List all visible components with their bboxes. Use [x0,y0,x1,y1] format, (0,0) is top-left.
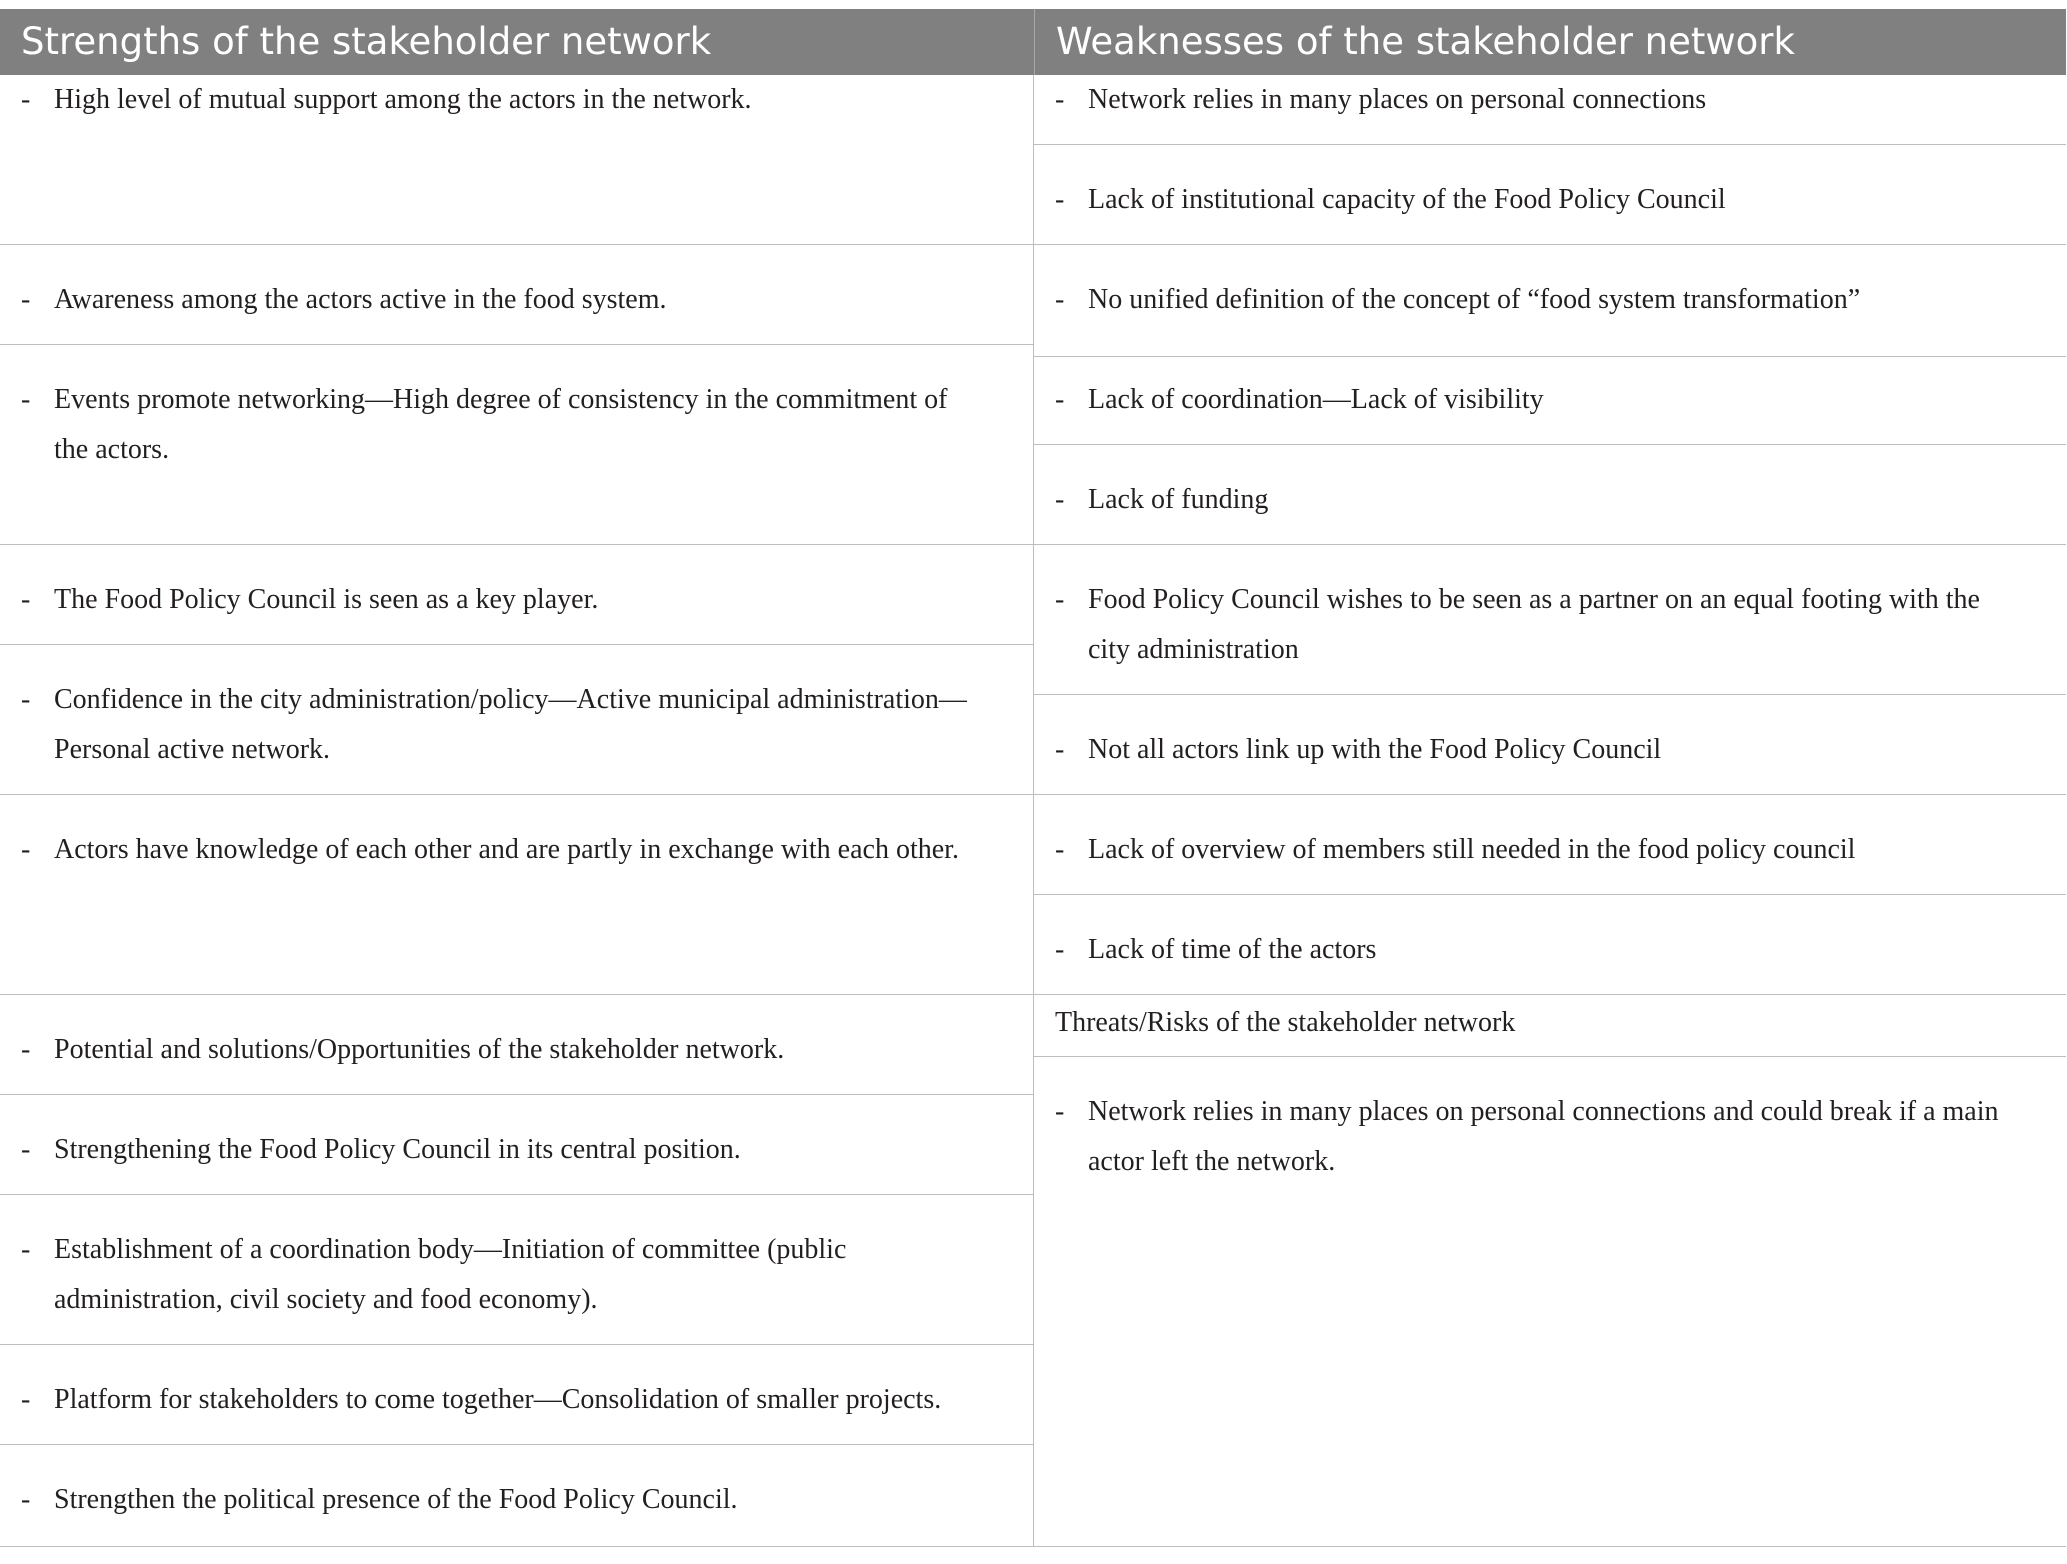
item-text: Network relies in many places on personal connections and could break if a main [1088,1096,1999,1127]
row-divider [0,644,1033,645]
column-divider [1033,75,1034,1546]
row-divider [1034,144,2066,145]
row-divider [1034,244,2066,245]
bullet-dash: - [1055,734,1065,765]
bullet-dash: - [21,1034,31,1065]
row-divider [0,344,1033,345]
row-divider [0,244,1033,245]
bullet-dash: - [1055,1096,1065,1127]
row-divider [1034,544,2066,545]
bullet-dash: - [21,1384,31,1415]
item-text: Confidence in the city administration/policy—Active municipal administration— [54,684,967,715]
row-divider [1034,444,2066,445]
bullet-dash: - [21,84,31,115]
bullet-dash: - [1055,934,1065,965]
item-text: Lack of coordination—Lack of visibility [1088,384,1544,415]
table-header [0,9,2066,75]
item-text: Lack of funding [1088,484,1269,515]
item-text: the actors. [54,434,170,465]
item-text: Not all actors link up with the Food Policy Council [1088,734,1662,765]
row-divider [0,1444,1033,1445]
row-divider [1034,356,2066,357]
bullet-dash: - [1055,84,1065,115]
row-divider [1034,1056,2066,1057]
item-text: Network relies in many places on personal connections [1088,84,1707,115]
weaknesses-header: Weaknesses of the stakeholder network [1034,9,2067,75]
item-text: Actors have knowledge of each other and are partly in exchange with each other. [54,834,959,865]
row-divider [0,994,1033,995]
item-text: Potential and solutions/Opportunities of the stakeholder network. [54,1034,785,1065]
strengths-header: Strengths of the stakeholder network [21,20,712,63]
item-text: Lack of overview of members still needed in the food policy council [1088,834,1856,865]
item-text: No unified definition of the concept of “food system transformation” [1088,284,1861,315]
bullet-dash: - [21,834,31,865]
bullet-dash: - [21,684,31,715]
item-text: administration, civil society and food economy). [54,1284,598,1315]
item-text: Strengthen the political presence of the Food Policy Council. [54,1484,738,1515]
item-text: Personal active network. [54,734,331,765]
row-divider [0,1094,1033,1095]
row-divider [0,544,1033,545]
row-divider [1034,794,2066,795]
bullet-dash: - [21,384,31,415]
bullet-dash: - [21,1234,31,1265]
item-text: Platform for stakeholders to come together—Consolidation of smaller projects. [54,1384,942,1415]
bullet-dash: - [21,1134,31,1165]
row-divider [1034,894,2066,895]
row-divider [1034,994,2066,995]
bullet-dash: - [1055,284,1065,315]
bullet-dash: - [1055,484,1065,515]
bullet-dash: - [1055,584,1065,615]
row-divider [0,1194,1033,1195]
item-text: The Food Policy Council is seen as a key player. [54,584,599,615]
table-body [0,75,2066,1547]
item-text: Awareness among the actors active in the food system. [54,284,667,315]
row-divider [1034,694,2066,695]
item-text: Food Policy Council wishes to be seen as a partner on an equal footing with the [1088,584,1980,615]
row-divider [0,794,1033,795]
bullet-dash: - [21,584,31,615]
bullet-dash: - [21,284,31,315]
row-divider [0,1344,1033,1345]
item-text: Lack of institutional capacity of the Food Policy Council [1088,184,1726,215]
item-text: city administration [1088,634,1299,665]
bullet-dash: - [1055,184,1065,215]
item-text: Strengthening the Food Policy Council in its central position. [54,1134,741,1165]
swot-table [0,9,2066,1546]
item-text: Lack of time of the actors [1088,934,1377,965]
item-text: High level of mutual support among the actors in the network. [54,84,752,115]
bullet-dash: - [21,1484,31,1515]
item-text: Events promote networking—High degree of consistency in the commitment of [54,384,948,415]
item-text: actor left the network. [1088,1146,1336,1177]
bullet-dash: - [1055,834,1065,865]
item-text: Establishment of a coordination body—Initiation of committee (public [54,1234,847,1265]
bullet-dash: - [1055,384,1065,415]
threats-heading: Threats/Risks of the stakeholder network [1055,1007,1516,1038]
